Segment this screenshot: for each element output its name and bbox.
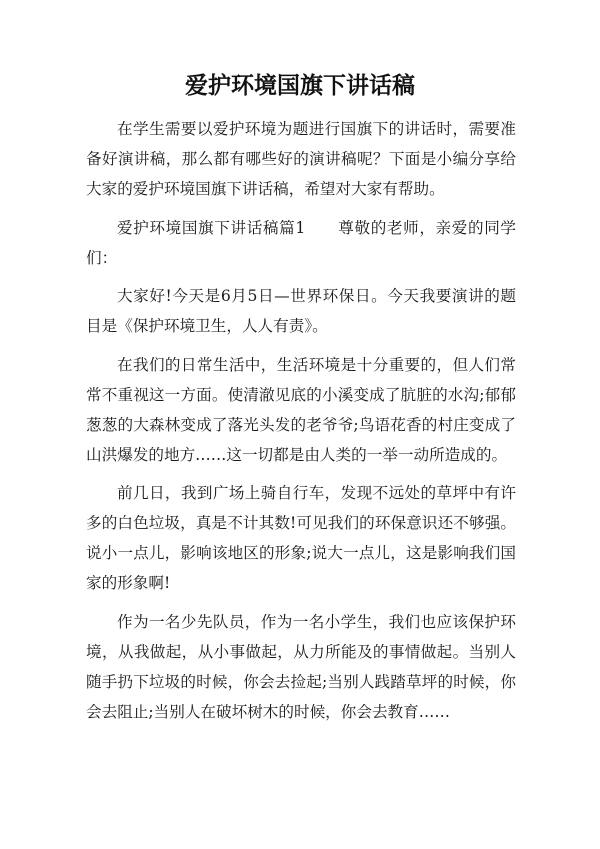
paragraph-daily-life: 在我们的日常生活中，生活环境是十分重要的，但人们常常不重视这一方面。使清澈见底的小溪变成了肮脏的水沟;郁郁葱葱的大森林变成了落光头发的老爷爷;鸟语花香的村庄变成了山洪爆发的地方……这一切都是由人类的一举一动所造成的。 <box>86 355 516 464</box>
paragraph-call-to-action: 作为一名少先队员，作为一名小学生，我们也应该保护环境，从我做起，从小事做起，从力所能及的事情做起。当别人随手扔下垃圾的时候，你会去捡起;当别人践踏草坪的时候，你会去阻止;当别人在破坏树木的时候，你会去教育…… <box>86 612 516 721</box>
document-body <box>86 114 516 735</box>
paragraph-intro: 在学生需要以爱护环境为题进行国旗下的讲话时，需要准备好演讲稿，那么都有哪些好的演讲稿呢？下面是小编分享给大家的爱护环境国旗下讲话稿，希望对大家有帮助。 <box>86 120 516 198</box>
page-title: 爱护环境国旗下讲话稿 <box>185 72 415 99</box>
paragraph-greeting: 大家好!今天是6月5日—世界环保日。今天我要演讲的题目是《保护环境卫生，人人有责》。 <box>86 287 516 335</box>
paragraph-square-story: 前几日，我到广场上骑自行车，发现不远处的草坪中有许多的白色垃圾，真是不计其数!可见我们的环保意识还不够强。说小一点儿，影响该地区的形象;说大一点儿，这是影响我们国家的形象啊! <box>86 484 516 592</box>
paragraph-speech-heading: 爱护环境国旗下讲话稿篇1 尊敬的老师，亲爱的同学们： <box>86 218 516 267</box>
